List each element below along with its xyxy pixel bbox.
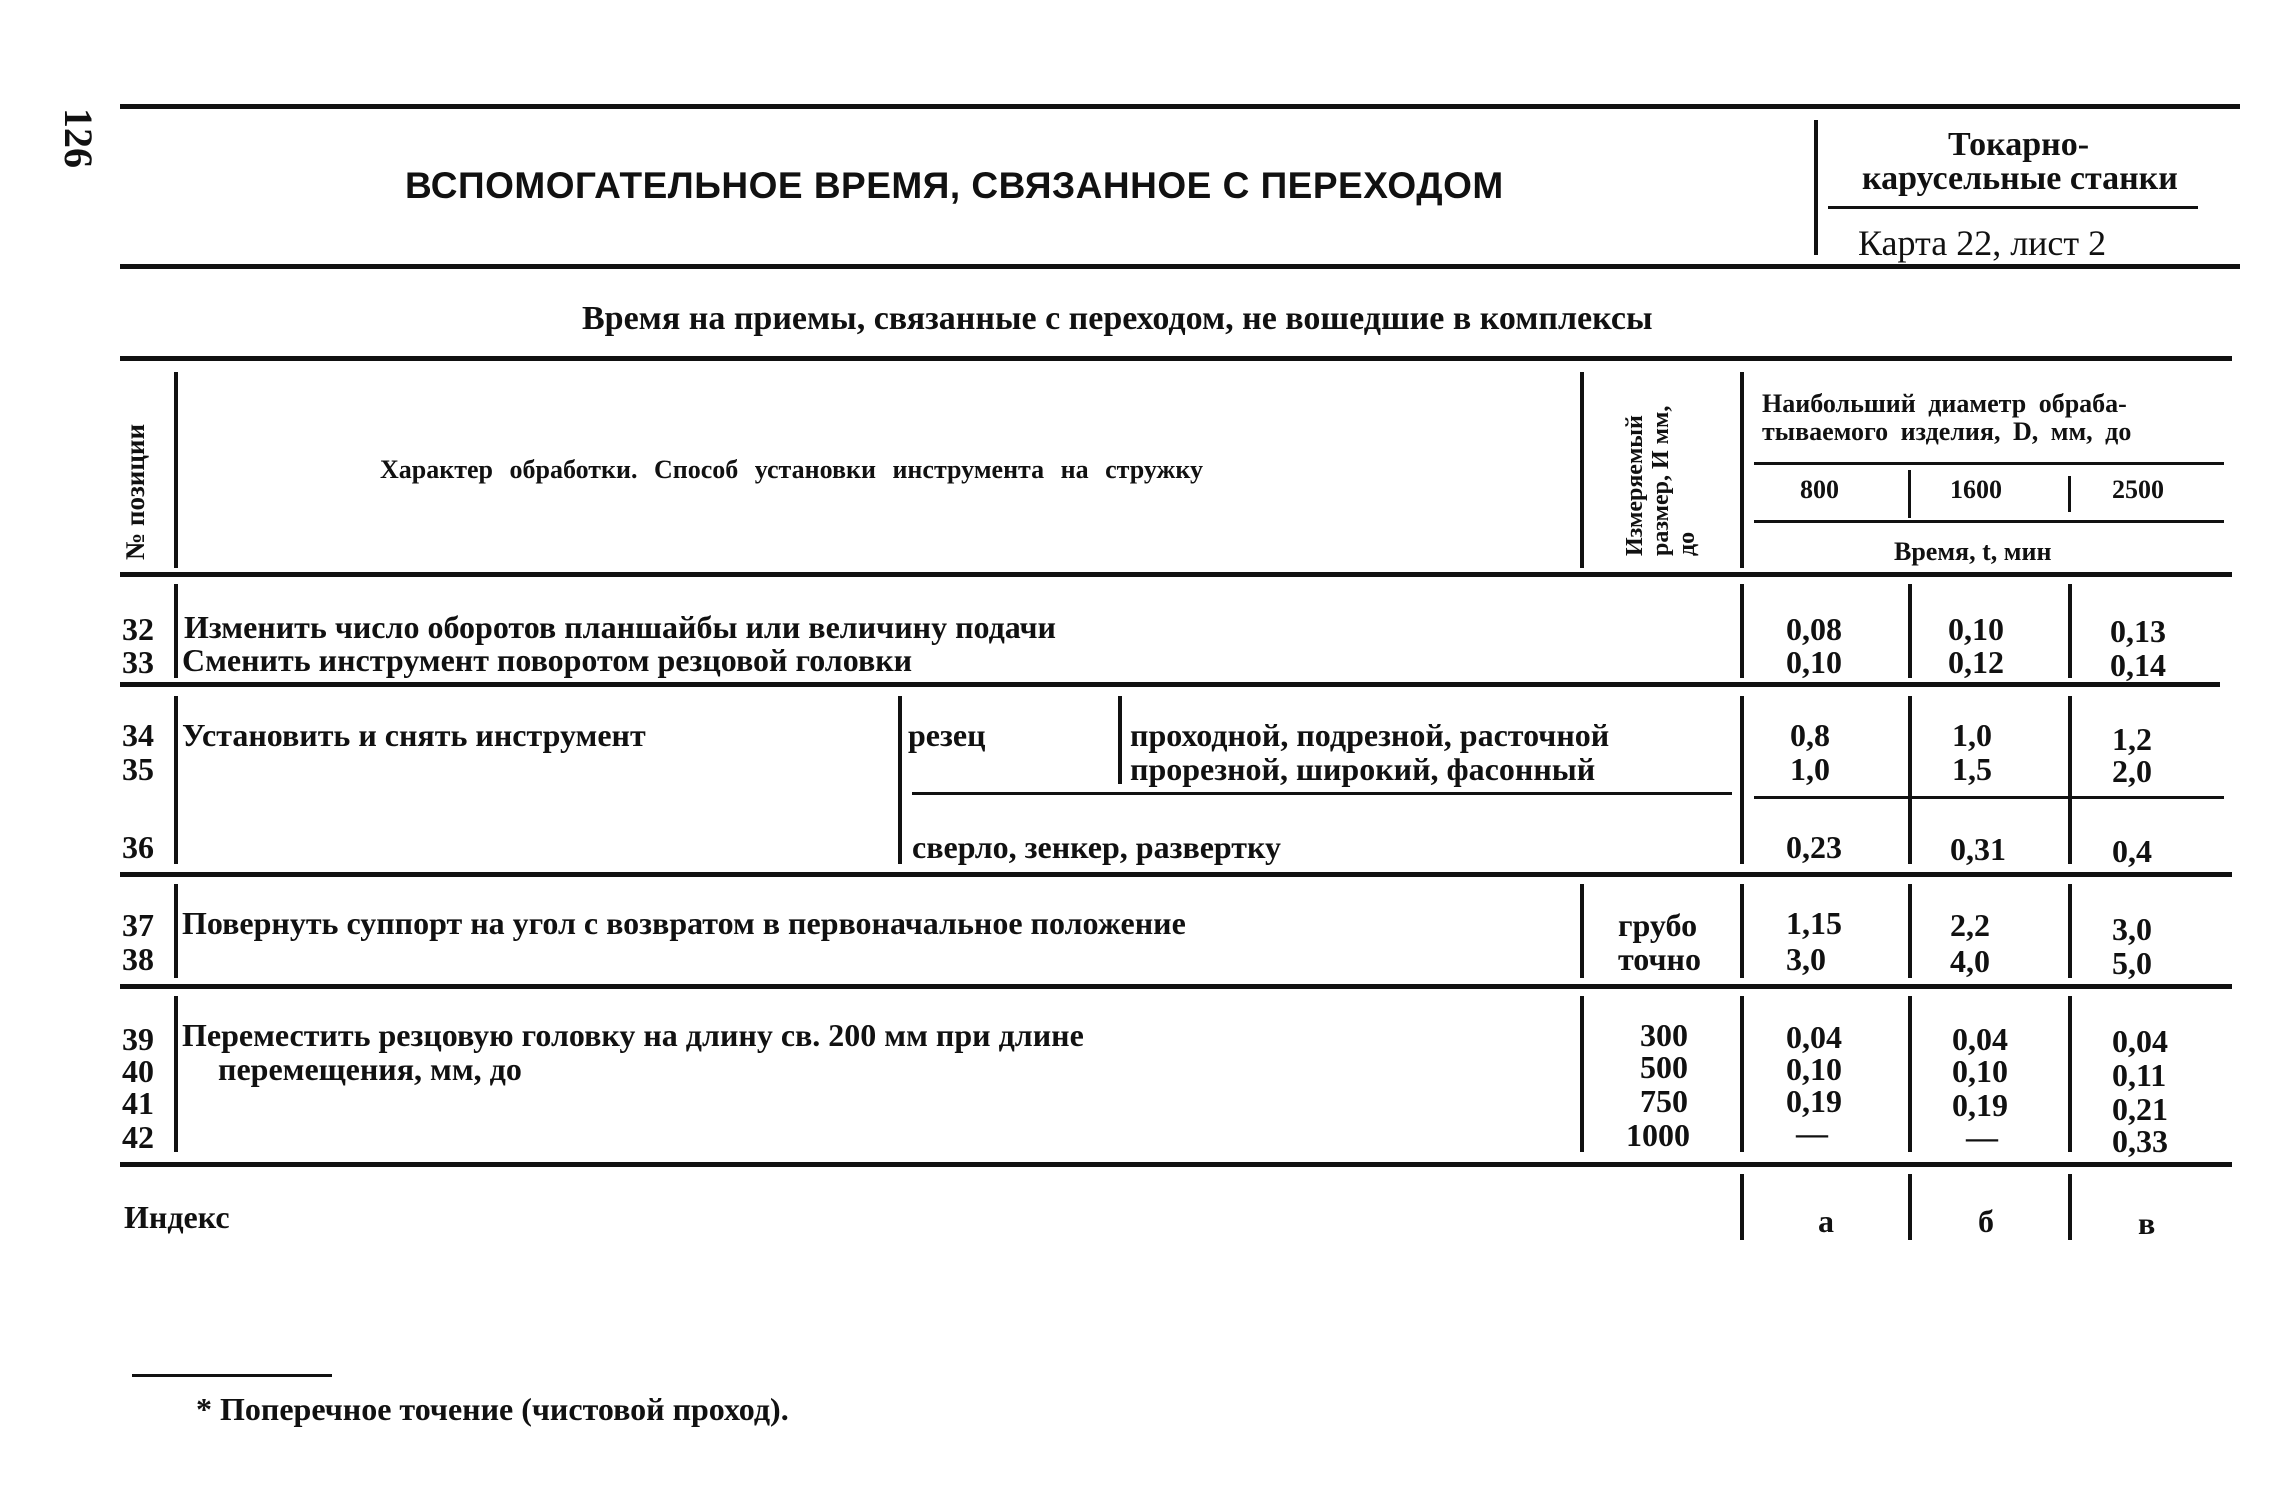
row33-val-b: 0,12 — [1948, 644, 2004, 680]
card-reference: Карта 22, лист 2 — [1858, 223, 2107, 263]
row42-val-a: — — [1796, 1115, 1828, 1151]
index-b: б — [1978, 1203, 1994, 1239]
row38-val-b: 4,0 — [1950, 943, 1990, 979]
row34-v2 — [2068, 696, 2072, 864]
header-diameter-line2: тываемого изделия, D, мм, до — [1762, 417, 2132, 446]
row39-text: Переместить резцовую головку на длину св. 200 мм при длине — [182, 1017, 1084, 1053]
pos-37: 37 — [122, 907, 154, 943]
row33-text: Сменить инструмент поворотом резцовой головки — [182, 642, 913, 678]
row38-val-a: 3,0 — [1786, 941, 1826, 977]
header-diameter-rule — [1754, 462, 2224, 465]
pos-41: 41 — [122, 1085, 154, 1121]
row42-val-b: — — [1966, 1119, 1998, 1155]
pos-34: 34 — [122, 717, 154, 753]
table-subtitle: Время на приемы, связанные с переходом, не вошедшие в комплексы — [582, 300, 1653, 337]
row32-val-a: 0,08 — [1786, 611, 1842, 647]
page-title: ВСПОМОГАТЕЛЬНОЕ ВРЕМЯ, СВЯЗАННОЕ С ПЕРЕХОДОМ — [405, 165, 1504, 206]
row39-v2 — [2068, 996, 2072, 1152]
row34-type-div — [1118, 696, 1122, 784]
row40-val-b: 0,10 — [1952, 1053, 2008, 1089]
row34-pos-div — [174, 696, 178, 864]
header-diameter-line1: Наибольший диаметр обраба- — [1762, 389, 2127, 418]
rule-after-33 — [120, 682, 2220, 687]
footnote: * Поперечное точение (чистовой проход). — [196, 1391, 789, 1427]
row33-val-a: 0,10 — [1786, 644, 1842, 680]
pos-32: 32 — [122, 611, 154, 647]
header-box-rule — [1828, 206, 2198, 209]
header-operation: Характер обработки. Способ установки инструмента на стружку — [380, 455, 1203, 484]
header-bottom-rule — [120, 264, 2240, 269]
footnote-rule — [132, 1374, 332, 1377]
row34-type: проходной, подрезной, расточной — [1130, 717, 1610, 753]
row32-v1 — [1908, 584, 1912, 678]
header-rule-bottom — [120, 572, 2232, 577]
row35-type: прорезной, широкий, фасонный — [1130, 751, 1596, 787]
pos-38: 38 — [122, 941, 154, 977]
row37-size-div — [1580, 884, 1584, 978]
pos-33: 33 — [122, 644, 154, 680]
row37-v2 — [2068, 884, 2072, 978]
row32-val-b: 0,10 — [1948, 611, 2004, 647]
row34-val-c: 1,2 — [2112, 721, 2152, 757]
col-divider-diam — [1740, 372, 1744, 568]
rule-after-36 — [120, 872, 2232, 877]
row33-val-c: 0,14 — [2110, 647, 2166, 683]
row34-val-a: 0,8 — [1790, 717, 1830, 753]
row34-diam-div — [1740, 696, 1744, 864]
row37-text: Повернуть суппорт на угол с возвратом в первоначальное положение — [182, 905, 1186, 941]
row37-mode: грубо — [1618, 907, 1698, 943]
row35-val-a: 1,0 — [1790, 751, 1830, 787]
index-label: Индекс — [124, 1199, 230, 1235]
header-position: № позиции — [120, 423, 150, 560]
row39-diam-div — [1740, 996, 1744, 1152]
index-diam-div — [1740, 1174, 1744, 1240]
pos-36: 36 — [122, 829, 154, 865]
machine-type-line2: карусельные станки — [1862, 160, 2178, 197]
row39-val-a: 0,04 — [1786, 1019, 1842, 1055]
row32-v2 — [2068, 584, 2072, 678]
row38-mode: точно — [1618, 941, 1701, 977]
row39-v1 — [1908, 996, 1912, 1152]
header-time-rule — [1754, 520, 2224, 523]
row37-val-c: 3,0 — [2112, 911, 2152, 947]
rule-after-35 — [912, 792, 1732, 795]
row41-val-b: 0,19 — [1952, 1087, 2008, 1123]
pos-35: 35 — [122, 751, 154, 787]
index-c: в — [2138, 1205, 2156, 1241]
header-measured-size-text: Измеряемый размер, И мм, до — [1622, 405, 1700, 556]
header-time: Время, t, мин — [1894, 537, 2052, 566]
header-diam-div2 — [2068, 476, 2071, 512]
header-diam-div1 — [1908, 470, 1911, 518]
pos-40: 40 — [122, 1053, 154, 1089]
index-a: а — [1818, 1203, 1834, 1239]
row34-tool-div — [898, 696, 902, 864]
row39-pos-div — [174, 996, 178, 1152]
row40-val-a: 0,10 — [1786, 1051, 1842, 1087]
row36-val-a: 0,23 — [1786, 829, 1842, 865]
row40-text: перемещения, мм, до — [218, 1051, 522, 1087]
row37-diam-div — [1740, 884, 1744, 978]
row39-val-b: 0,04 — [1952, 1021, 2008, 1057]
row41-val-a: 0,19 — [1786, 1083, 1842, 1119]
machine-type-line1: Токарно- — [1948, 126, 2090, 163]
row40-val-c: 0,11 — [2112, 1057, 2167, 1093]
row32-pos-div — [174, 584, 178, 678]
row32-diam-div — [1740, 584, 1744, 678]
row34-tool: резец — [908, 717, 986, 753]
col-divider-pos — [174, 372, 178, 568]
row40-size: 500 — [1640, 1049, 1688, 1085]
table-top-rule — [120, 356, 2232, 361]
header-diameter-2500: 2500 — [2112, 475, 2164, 504]
row35-val-c: 2,0 — [2112, 753, 2152, 789]
index-v1 — [1908, 1174, 1912, 1240]
row42-size: 1000 — [1626, 1117, 1690, 1153]
row38-val-c: 5,0 — [2112, 945, 2152, 981]
col-divider-size — [1580, 372, 1584, 568]
header-diameter-800: 800 — [1800, 475, 1839, 504]
row39-size: 300 — [1640, 1017, 1688, 1053]
rule-after-42 — [120, 1162, 2232, 1167]
row41-size: 750 — [1640, 1083, 1688, 1119]
row36-tool: сверло, зенкер, развертку — [912, 829, 1281, 865]
row36-val-c: 0,4 — [2112, 833, 2152, 869]
row42-val-c: 0,33 — [2112, 1123, 2168, 1159]
rule-after-38 — [120, 984, 2232, 989]
row34-text: Установить и снять инструмент — [182, 717, 646, 753]
top-rule — [120, 104, 2240, 109]
row32-val-c: 0,13 — [2110, 613, 2166, 649]
header-diameter-1600: 1600 — [1950, 475, 2002, 504]
row37-val-a: 1,15 — [1786, 905, 1842, 941]
header-measured-size — [1622, 376, 1700, 556]
pos-39: 39 — [122, 1021, 154, 1057]
row39-size-div — [1580, 996, 1584, 1152]
row41-val-c: 0,21 — [2112, 1091, 2168, 1127]
row39-val-c: 0,04 — [2112, 1023, 2168, 1059]
row37-val-b: 2,2 — [1950, 907, 1990, 943]
rule-after-35-vals — [1754, 796, 2224, 799]
row35-val-b: 1,5 — [1952, 751, 1992, 787]
row37-v1 — [1908, 884, 1912, 978]
index-v2 — [2068, 1174, 2072, 1240]
row32-text: Изменить число оборотов планшайбы или величину подачи — [184, 609, 1056, 645]
row34-val-b: 1,0 — [1952, 717, 1992, 753]
row34-v1 — [1908, 696, 1912, 864]
row36-val-b: 0,31 — [1950, 831, 2006, 867]
row37-pos-div — [174, 884, 178, 978]
pos-42: 42 — [122, 1119, 154, 1155]
page-number: 126 — [56, 108, 101, 168]
header-box-divider — [1814, 120, 1818, 255]
